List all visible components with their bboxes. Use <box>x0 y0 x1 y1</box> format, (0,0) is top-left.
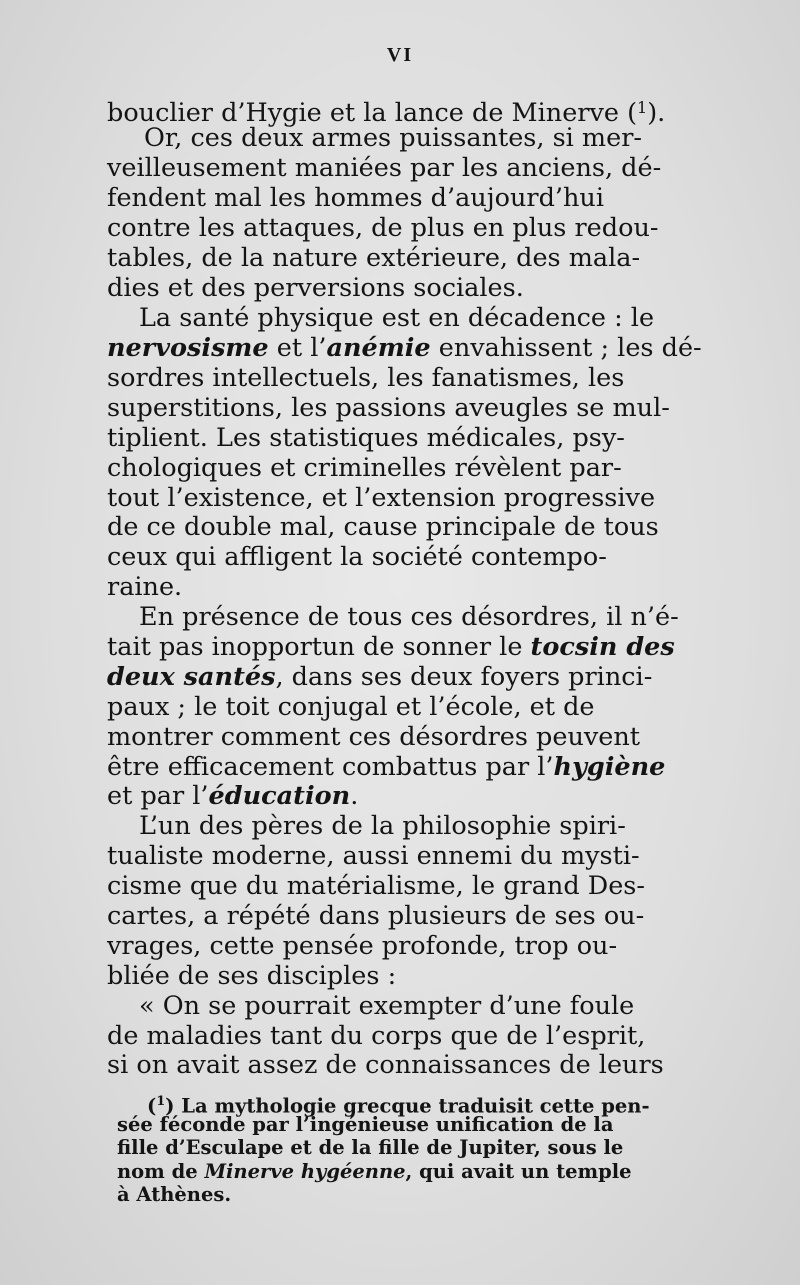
text-fragment: ). <box>647 98 666 128</box>
footnote-ref: 1 <box>637 98 648 117</box>
text-line: paux ; le toit conjugal et l’école, et de <box>107 692 595 722</box>
text-fragment: bouclier d’Hygie et la lance de Minerve ( <box>107 98 638 128</box>
text-fragment: nom de <box>117 1160 205 1183</box>
text-line: montrer comment ces désordres peuvent <box>107 722 641 752</box>
text-line: de maladies tant du corps que de l’esprit, <box>107 1021 646 1051</box>
text-fragment: , dans ses deux foyers princi- <box>275 662 653 692</box>
italic-term: nervosisme <box>107 333 269 363</box>
text-fragment: et par l’ <box>107 781 209 811</box>
text-line: tout l’existence, et l’extension progressive <box>107 483 656 513</box>
italic-term: éducation <box>208 781 351 811</box>
text-line <box>107 662 652 692</box>
text-line: si on avait assez de connaissances de leurs <box>107 1050 664 1080</box>
text-line: fendent mal les hommes d’aujourd’hui <box>107 183 605 213</box>
text-line: « On se pourrait exempter d’une foule <box>139 991 635 1021</box>
footnote-line: fille d’Esculape et de la fille de Jupiter, sous le <box>117 1136 624 1159</box>
text-line: tualiste moderne, aussi ennemi du mysti- <box>107 841 640 871</box>
italic-term: Minerve hygéenne <box>204 1160 406 1183</box>
text-fragment: être efficacement combattus par l’ <box>107 752 554 782</box>
text-line: chologiques et criminelles révèlent par- <box>107 453 622 483</box>
footnote-line <box>117 1160 632 1184</box>
text-line: Or, ces deux armes puissantes, si mer- <box>144 123 643 153</box>
page-number: VI <box>386 44 414 66</box>
text-line: de ce double mal, cause principale de tous <box>107 512 659 542</box>
text-fragment: envahissent ; les dé- <box>430 333 702 363</box>
text-line: La santé physique est en décadence : le <box>139 303 655 333</box>
footnote-marker: ) <box>165 1094 175 1118</box>
text-line <box>107 781 358 811</box>
text-line: superstitions, les passions aveugles se mul- <box>107 393 670 423</box>
text-line: cisme que du matérialisme, le grand Des- <box>107 871 646 901</box>
text-fragment: tait pas inopportun de sonner le <box>107 632 531 662</box>
text-line: raine. <box>107 572 183 602</box>
text-line: dies et des perversions sociales. <box>107 273 524 303</box>
text-line: bliée de ses disciples : <box>107 961 397 991</box>
italic-term: tocsin des <box>530 632 675 662</box>
text-fragment: . <box>350 781 359 811</box>
text-line: En présence de tous ces désordres, il n’é- <box>139 602 679 632</box>
text-line: tables, de la nature extérieure, des mala- <box>107 243 641 273</box>
text-fragment: et l’ <box>268 333 327 363</box>
text-line: vrages, cette pensée profonde, trop ou- <box>107 931 618 961</box>
text-line <box>107 632 675 662</box>
italic-term: deux santés <box>107 662 276 692</box>
text-line: veilleusement maniées par les anciens, dé- <box>107 153 662 183</box>
text-line: cartes, a répété dans plusieurs de ses ou- <box>107 901 645 931</box>
text-line: L’un des pères de la philosophie spiri- <box>139 811 626 841</box>
text-line: sordres intellectuels, les fanatismes, les <box>107 363 625 393</box>
text-fragment: La mythologie grecque traduisit cette pen- <box>174 1094 650 1118</box>
text-line: ceux qui affligent la société contempo- <box>107 542 607 572</box>
text-line: tiplient. Les statistiques médicales, psy- <box>107 423 625 453</box>
text-line <box>107 333 702 363</box>
text-fragment: , qui avait un temple <box>405 1160 632 1183</box>
footnote-marker: ( <box>147 1094 157 1118</box>
italic-term: anémie <box>326 333 431 363</box>
italic-term: hygiène <box>553 752 666 782</box>
text-line <box>107 752 665 782</box>
footnote-line: à Athènes. <box>117 1183 232 1206</box>
footnote-line: sée féconde par l’ingénieuse unification de la <box>117 1113 614 1136</box>
text-line: contre les attaques, de plus en plus redou- <box>107 213 659 243</box>
footnote-marker-number: 1 <box>156 1094 166 1109</box>
